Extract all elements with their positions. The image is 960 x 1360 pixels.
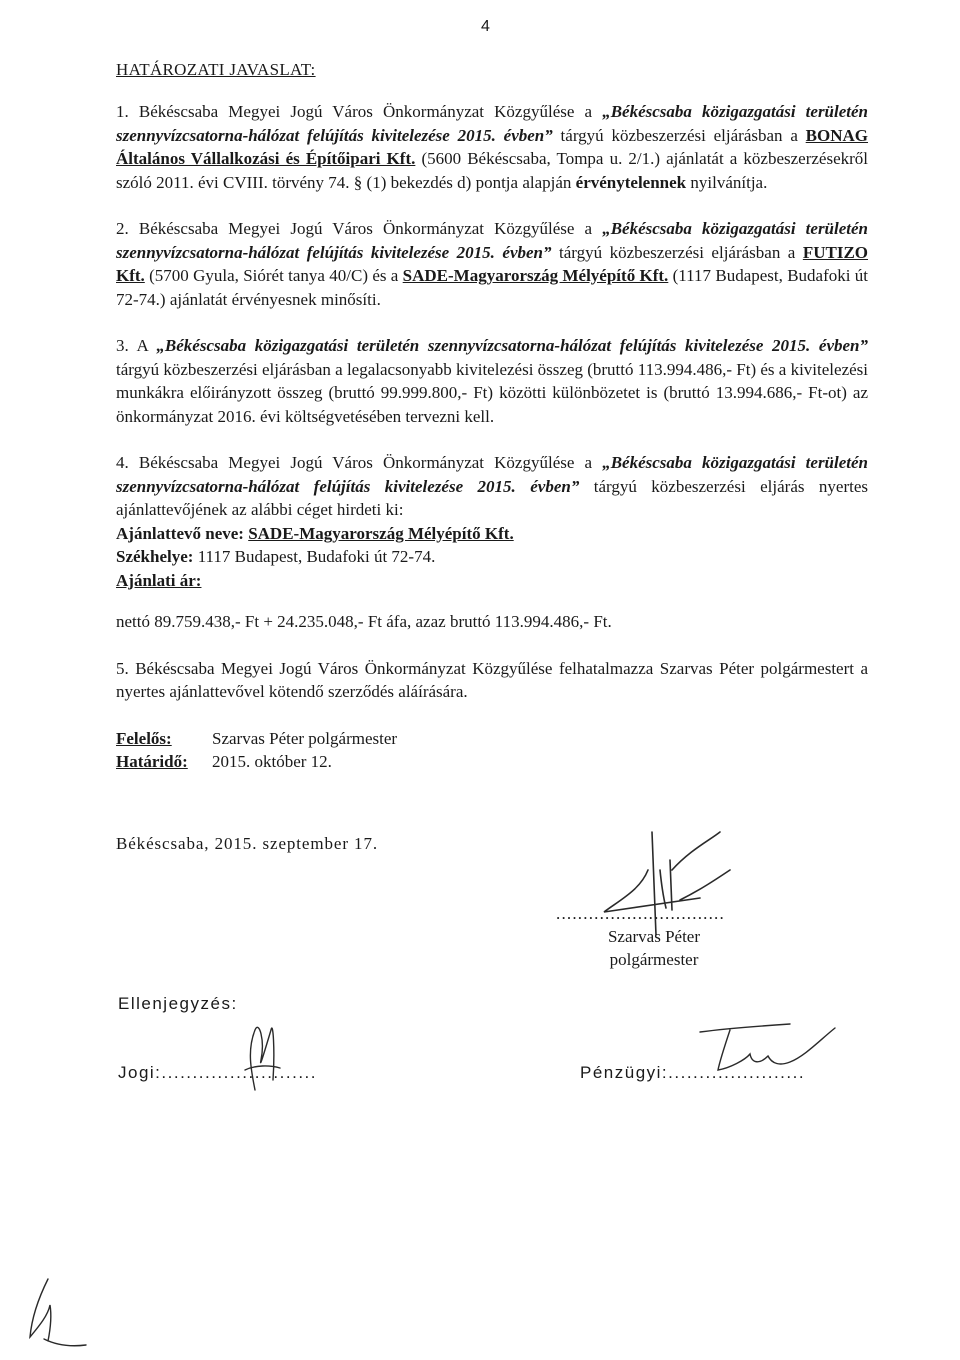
- company-name: SADE-Magyarország Mélyépítő Kft.: [248, 523, 514, 543]
- signatory-block: [598, 925, 710, 971]
- company-name: BONAG Általános Vállalkozási és Építőipari Kft.: [116, 125, 869, 168]
- legal-signature: [225, 1010, 295, 1100]
- price-label: Ajánlati ár:: [116, 570, 202, 590]
- legal-countersign-line: Jogi:.........................: [118, 1063, 317, 1082]
- deadline-line: Határidő: 2015. október 12.: [116, 752, 332, 771]
- resolution-4: 4. Békéscsaba Megyei Jogú Város Önkormányzat Közgyűlése a „Békéscsaba közigazgatási területén szennyvízcsatorna-hálózat felújítás kivitelezése 2015. évben” tárgyú közbeszerzési eljárás nyertes ajánlattevőjének az alábbi céget hirdeti ki: Ajánlattevő neve: SADE-Magyarország Mélyépítő Kft. Székhelye: 1117 Budapest, Budafoki út 72-74. Ajánlati ár: nettó 89.759.438,- Ft + 24.235.048,- Ft áfa, azaz bruttó 113.994.486,- Ft.: [116, 451, 868, 634]
- project-title: „Békéscsaba közigazgatási területén szennyvízcsatorna-hálózat felújítás kivitelezése 2015. évben”: [156, 336, 868, 355]
- project-title: „Békéscsaba közigazgatási területén szennyvízcsatorna-hálózat felújítás kivitelezése 2015. évben”: [116, 453, 869, 496]
- resolution-2: 2. Békéscsaba Megyei Jogú Város Önkormányzat Közgyűlése a „Békéscsaba közigazgatási területén szennyvízcsatorna-hálózat felújítás kivitelezése 2015. évben” tárgyú közbeszerzési eljárásban a FUTIZO Kft. (5700 Gyula, Siórét tanya 40/C) és a SADE-Magyarország Mélyépítő Kft. (1117 Budapest, Budafoki út 72-74.) ajánlatát érvényesnek minősíti.: [116, 219, 869, 309]
- resolution-5: 5. Békéscsaba Megyei Jogú Város Önkormányzat Közgyűlése felhatalmazza Szarvas Péter polgármestert a nyertes ajánlattevővel kötendő szerződés aláírására.: [116, 658, 868, 701]
- place-date: Békéscsaba, 2015. szeptember 17.: [116, 833, 379, 853]
- signatory-title: polgármester: [609, 950, 699, 969]
- price-value: nettó 89.759.438,- Ft + 24.235.048,- Ft áfa, azaz bruttó 113.994.486,- Ft.: [116, 612, 612, 631]
- verdict-text: érvénytelennek: [575, 172, 687, 192]
- resolution-document: [116, 60, 868, 854]
- responsible-line: Felelős: Szarvas Péter polgármester: [116, 728, 398, 748]
- signatory-name: Szarvas Péter: [607, 927, 701, 946]
- page-number: 4: [481, 18, 490, 35]
- resolution-1: 1. Békéscsaba Megyei Jogú Város Önkormányzat Közgyűlése a „Békéscsaba közigazgatási területén szennyvízcsatorna-hálózat felújítás kivitelezése 2015. évben” tárgyú közbeszerzési eljárásban a BONAG Általános Vállalkozási és Építőipari Kft. (5600 Békéscsaba, Tompa u. 2/1.) ajánlatát a közbeszerzésekről szóló 2011. évi CVIII. törvény 74. § (1) bekezdés d) pontja alapján érvénytelennek nyilvánítja.: [116, 102, 869, 192]
- initials-mark: [20, 1275, 90, 1355]
- project-title: „Békéscsaba közigazgatási területén szennyvízcsatorna-hálózat felújítás kivitelezése 2015. évben”: [116, 219, 869, 262]
- seat-line: Székhelye: 1117 Budapest, Budafoki út 72-74.: [116, 547, 436, 566]
- finance-countersign-line: Pénzügyi:......................: [580, 1063, 806, 1082]
- signature-line: ...............................: [556, 904, 725, 923]
- document-heading: HATÁROZATI JAVASLAT:: [116, 60, 316, 79]
- bidder-line: Ajánlattevő neve: SADE-Magyarország Mélyépítő Kft.: [116, 523, 514, 543]
- countersign-label: Ellenjegyzés:: [118, 994, 238, 1013]
- responsibility-block: [116, 727, 868, 774]
- resolution-3: 3. A „Békéscsaba közigazgatási területén szennyvízcsatorna-hálózat felújítás kivitelezése 2015. évben” tárgyú közbeszerzési eljárásban a legalacsonyabb kivitelezési összeg (bruttó 113.994.486,- Ft) és a kivitelezési munkákra előirányzott összeg (bruttó 99.999.800,- Ft) közötti különbözetet is (bruttó 13.994.686,- Ft-ot) az önkormányzat 2016. évi költségvetésében tervezni kell.: [116, 336, 868, 426]
- project-title: „Békéscsaba közigazgatási területén szennyvízcsatorna-hálózat felújítás kivitelezése 2015. évben”: [116, 102, 869, 145]
- company-name: SADE-Magyarország Mélyépítő Kft.: [402, 266, 669, 285]
- company-name: FUTIZO Kft.: [116, 242, 869, 285]
